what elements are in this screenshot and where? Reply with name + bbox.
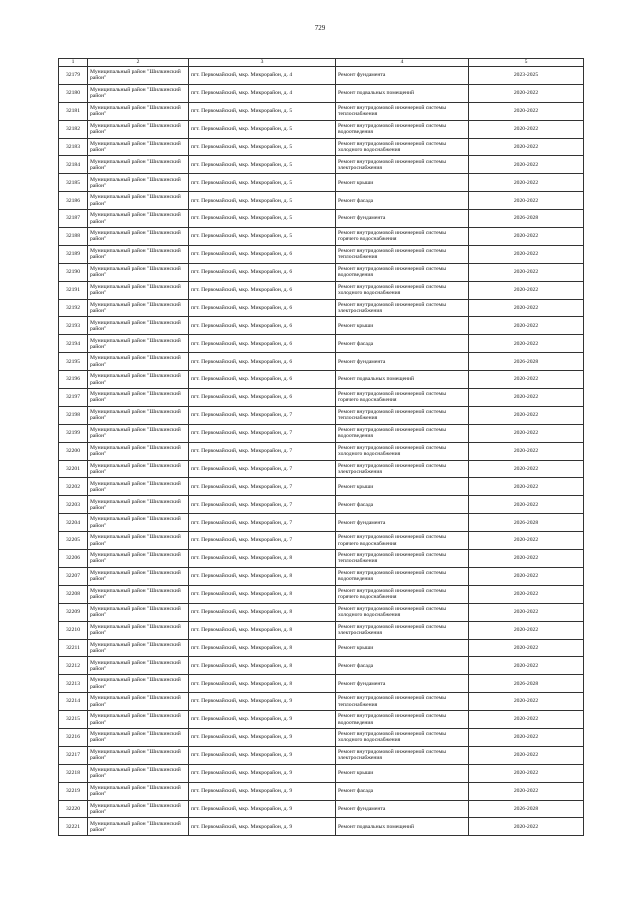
address-cell: пгт. Первомайский, мкр. Микрорайон, д. 7 — [189, 460, 336, 478]
municipality-cell: Муниципальный район "Шилкинский район" — [88, 84, 189, 102]
table-row — [59, 603, 584, 621]
period-cell: 2020-2022 — [469, 156, 584, 174]
work-type-cell: Ремонт внутридомовой инженерной системы электроснабжения — [336, 299, 469, 317]
address-cell: пгт. Первомайский, мкр. Микрорайон, д. 4 — [189, 84, 336, 102]
period-cell: 2020-2022 — [469, 818, 584, 836]
period-cell: 2020-2022 — [469, 263, 584, 281]
address-cell: пгт. Первомайский, мкр. Микрорайон, д. 9 — [189, 800, 336, 818]
address-cell: пгт. Первомайский, мкр. Микрорайон, д. 9 — [189, 711, 336, 729]
work-type-cell: Ремонт внутридомовой инженерной системы холодного водоснабжения — [336, 138, 469, 156]
work-type-cell: Ремонт крыши — [336, 478, 469, 496]
table-row — [59, 263, 584, 281]
table-row — [59, 496, 584, 514]
address-cell: пгт. Первомайский, мкр. Микрорайон, д. 6 — [189, 335, 336, 353]
address-cell: пгт. Первомайский, мкр. Микрорайон, д. 7 — [189, 406, 336, 424]
table-row — [59, 84, 584, 102]
municipality-cell: Муниципальный район "Шилкинский район" — [88, 621, 189, 639]
work-type-cell: Ремонт внутридомовой инженерной системы водоотведения — [336, 567, 469, 585]
column-header-5: 5 — [469, 59, 584, 67]
municipality-cell: Муниципальный район "Шилкинский район" — [88, 711, 189, 729]
column-header-2: 2 — [88, 59, 189, 67]
address-cell: пгт. Первомайский, мкр. Микрорайон, д. 6 — [189, 263, 336, 281]
table-header-row — [59, 59, 584, 67]
municipality-cell: Муниципальный район "Шилкинский район" — [88, 67, 189, 85]
work-type-cell: Ремонт фундамента — [336, 353, 469, 371]
row-number-cell: 32192 — [59, 299, 88, 317]
work-type-cell: Ремонт крыши — [336, 639, 469, 657]
municipality-cell: Муниципальный район "Шилкинский район" — [88, 603, 189, 621]
address-cell: пгт. Первомайский, мкр. Микрорайон, д. 9 — [189, 693, 336, 711]
municipality-cell: Муниципальный район "Шилкинский район" — [88, 657, 189, 675]
row-number-cell: 32214 — [59, 693, 88, 711]
period-cell: 2020-2022 — [469, 192, 584, 210]
municipality-cell: Муниципальный район "Шилкинский район" — [88, 478, 189, 496]
municipality-cell: Муниципальный район "Шилкинский район" — [88, 281, 189, 299]
municipality-cell: Муниципальный район "Шилкинский район" — [88, 818, 189, 836]
address-cell: пгт. Первомайский, мкр. Микрорайон, д. 6 — [189, 371, 336, 389]
address-cell: пгт. Первомайский, мкр. Микрорайон, д. 4 — [189, 67, 336, 85]
work-type-cell: Ремонт внутридомовой инженерной системы электроснабжения — [336, 156, 469, 174]
municipality-cell: Муниципальный район "Шилкинский район" — [88, 782, 189, 800]
row-number-cell: 32207 — [59, 567, 88, 585]
period-cell: 2020-2022 — [469, 102, 584, 120]
address-cell: пгт. Первомайский, мкр. Микрорайон, д. 6 — [189, 317, 336, 335]
row-number-cell: 32198 — [59, 406, 88, 424]
work-type-cell: Ремонт фундамента — [336, 67, 469, 85]
work-type-cell: Ремонт внутридомовой инженерной системы холодного водоснабжения — [336, 442, 469, 460]
municipality-cell: Муниципальный район "Шилкинский район" — [88, 746, 189, 764]
table-row — [59, 532, 584, 550]
work-type-cell: Ремонт внутридомовой инженерной системы горячего водоснабжения — [336, 228, 469, 246]
municipality-cell: Муниципальный район "Шилкинский район" — [88, 263, 189, 281]
row-number-cell: 32213 — [59, 675, 88, 693]
municipality-cell: Муниципальный район "Шилкинский район" — [88, 693, 189, 711]
address-cell: пгт. Первомайский, мкр. Микрорайон, д. 7 — [189, 532, 336, 550]
row-number-cell: 32179 — [59, 67, 88, 85]
row-number-cell: 32219 — [59, 782, 88, 800]
column-header-1: 1 — [59, 59, 88, 67]
row-number-cell: 32212 — [59, 657, 88, 675]
table-row — [59, 317, 584, 335]
municipality-cell: Муниципальный район "Шилкинский район" — [88, 138, 189, 156]
municipality-cell: Муниципальный район "Шилкинский район" — [88, 245, 189, 263]
municipality-cell: Муниципальный район "Шилкинский район" — [88, 550, 189, 568]
period-cell: 2020-2022 — [469, 603, 584, 621]
work-type-cell: Ремонт внутридомовой инженерной системы теплоснабжения — [336, 693, 469, 711]
row-number-cell: 32195 — [59, 353, 88, 371]
address-cell: пгт. Первомайский, мкр. Микрорайон, д. 6 — [189, 353, 336, 371]
row-number-cell: 32200 — [59, 442, 88, 460]
period-cell: 2020-2022 — [469, 228, 584, 246]
table-row — [59, 514, 584, 532]
work-type-cell: Ремонт подвальных помещений — [336, 84, 469, 102]
row-number-cell: 32191 — [59, 281, 88, 299]
period-cell: 2020-2022 — [469, 585, 584, 603]
work-type-cell: Ремонт фундамента — [336, 800, 469, 818]
municipality-cell: Муниципальный район "Шилкинский район" — [88, 335, 189, 353]
period-cell: 2020-2022 — [469, 174, 584, 192]
period-cell: 2020-2022 — [469, 639, 584, 657]
table-row — [59, 120, 584, 138]
column-header-3: 3 — [189, 59, 336, 67]
period-cell: 2020-2022 — [469, 711, 584, 729]
period-cell: 2020-2022 — [469, 567, 584, 585]
row-number-cell: 32188 — [59, 228, 88, 246]
work-type-cell: Ремонт внутридомовой инженерной системы горячего водоснабжения — [336, 532, 469, 550]
period-cell: 2020-2022 — [469, 478, 584, 496]
row-number-cell: 32206 — [59, 550, 88, 568]
row-number-cell: 32215 — [59, 711, 88, 729]
table-row — [59, 210, 584, 228]
period-cell: 2020-2022 — [469, 245, 584, 263]
table-row — [59, 818, 584, 836]
table-row — [59, 156, 584, 174]
address-cell: пгт. Первомайский, мкр. Микрорайон, д. 8 — [189, 550, 336, 568]
work-type-cell: Ремонт внутридомовой инженерной системы холодного водоснабжения — [336, 281, 469, 299]
municipality-cell: Муниципальный район "Шилкинский район" — [88, 120, 189, 138]
address-cell: пгт. Первомайский, мкр. Микрорайон, д. 9 — [189, 728, 336, 746]
work-type-cell: Ремонт внутридомовой инженерной системы теплоснабжения — [336, 102, 469, 120]
column-header-4: 4 — [336, 59, 469, 67]
address-cell: пгт. Первомайский, мкр. Микрорайон, д. 7 — [189, 424, 336, 442]
municipality-cell: Муниципальный район "Шилкинский район" — [88, 210, 189, 228]
row-number-cell: 32190 — [59, 263, 88, 281]
row-number-cell: 32180 — [59, 84, 88, 102]
period-cell: 2026-2028 — [469, 353, 584, 371]
period-cell: 2026-2028 — [469, 675, 584, 693]
table-row — [59, 67, 584, 85]
row-number-cell: 32196 — [59, 371, 88, 389]
period-cell: 2020-2022 — [469, 460, 584, 478]
work-type-cell: Ремонт внутридомовой инженерной системы электроснабжения — [336, 621, 469, 639]
municipality-cell: Муниципальный район "Шилкинский район" — [88, 514, 189, 532]
work-type-cell: Ремонт внутридомовой инженерной системы горячего водоснабжения — [336, 585, 469, 603]
table-row — [59, 245, 584, 263]
table-body — [59, 67, 584, 836]
period-cell: 2020-2022 — [469, 281, 584, 299]
work-type-cell: Ремонт фасада — [336, 782, 469, 800]
period-cell: 2026-2028 — [469, 800, 584, 818]
work-type-cell: Ремонт фундамента — [336, 514, 469, 532]
work-type-cell: Ремонт подвальных помещений — [336, 371, 469, 389]
table-row — [59, 192, 584, 210]
row-number-cell: 32187 — [59, 210, 88, 228]
row-number-cell: 32209 — [59, 603, 88, 621]
address-cell: пгт. Первомайский, мкр. Микрорайон, д. 8 — [189, 603, 336, 621]
address-cell: пгт. Первомайский, мкр. Микрорайон, д. 7 — [189, 442, 336, 460]
address-cell: пгт. Первомайский, мкр. Микрорайон, д. 8 — [189, 567, 336, 585]
work-type-cell: Ремонт фасада — [336, 496, 469, 514]
capital-repair-table — [58, 58, 584, 836]
row-number-cell: 32217 — [59, 746, 88, 764]
row-number-cell: 32199 — [59, 424, 88, 442]
row-number-cell: 32193 — [59, 317, 88, 335]
address-cell: пгт. Первомайский, мкр. Микрорайон, д. 9 — [189, 764, 336, 782]
row-number-cell: 32218 — [59, 764, 88, 782]
page-number: 729 — [314, 24, 326, 32]
period-cell: 2020-2022 — [469, 371, 584, 389]
row-number-cell: 32203 — [59, 496, 88, 514]
address-cell: пгт. Первомайский, мкр. Микрорайон, д. 5 — [189, 138, 336, 156]
address-cell: пгт. Первомайский, мкр. Микрорайон, д. 7 — [189, 478, 336, 496]
row-number-cell: 32220 — [59, 800, 88, 818]
work-type-cell: Ремонт фасада — [336, 335, 469, 353]
address-cell: пгт. Первомайский, мкр. Микрорайон, д. 5 — [189, 102, 336, 120]
work-type-cell: Ремонт внутридомовой инженерной системы холодного водоснабжения — [336, 728, 469, 746]
period-cell: 2020-2022 — [469, 424, 584, 442]
address-cell: пгт. Первомайский, мкр. Микрорайон, д. 8 — [189, 657, 336, 675]
period-cell: 2020-2022 — [469, 728, 584, 746]
address-cell: пгт. Первомайский, мкр. Микрорайон, д. 7 — [189, 496, 336, 514]
table-row — [59, 585, 584, 603]
table-row — [59, 460, 584, 478]
row-number-cell: 32208 — [59, 585, 88, 603]
period-cell: 2026-2028 — [469, 514, 584, 532]
municipality-cell: Муниципальный район "Шилкинский район" — [88, 639, 189, 657]
row-number-cell: 32210 — [59, 621, 88, 639]
table-row — [59, 478, 584, 496]
row-number-cell: 32205 — [59, 532, 88, 550]
table-row — [59, 639, 584, 657]
address-cell: пгт. Первомайский, мкр. Микрорайон, д. 6 — [189, 245, 336, 263]
period-cell: 2020-2022 — [469, 299, 584, 317]
period-cell: 2020-2022 — [469, 550, 584, 568]
table-row — [59, 550, 584, 568]
municipality-cell: Муниципальный район "Шилкинский район" — [88, 174, 189, 192]
table-row — [59, 800, 584, 818]
table-row — [59, 406, 584, 424]
period-cell: 2020-2022 — [469, 782, 584, 800]
municipality-cell: Муниципальный район "Шилкинский район" — [88, 353, 189, 371]
row-number-cell: 32185 — [59, 174, 88, 192]
period-cell: 2020-2022 — [469, 621, 584, 639]
row-number-cell: 32183 — [59, 138, 88, 156]
municipality-cell: Муниципальный район "Шилкинский район" — [88, 192, 189, 210]
municipality-cell: Муниципальный район "Шилкинский район" — [88, 371, 189, 389]
work-type-cell: Ремонт крыши — [336, 764, 469, 782]
work-type-cell: Ремонт фундамента — [336, 210, 469, 228]
table-row — [59, 746, 584, 764]
period-cell: 2023-2025 — [469, 67, 584, 85]
row-number-cell: 32201 — [59, 460, 88, 478]
municipality-cell: Муниципальный район "Шилкинский район" — [88, 585, 189, 603]
address-cell: пгт. Первомайский, мкр. Микрорайон, д. 6 — [189, 299, 336, 317]
table-row — [59, 711, 584, 729]
period-cell: 2020-2022 — [469, 138, 584, 156]
work-type-cell: Ремонт фундамента — [336, 675, 469, 693]
period-cell: 2020-2022 — [469, 406, 584, 424]
address-cell: пгт. Первомайский, мкр. Микрорайон, д. 5 — [189, 228, 336, 246]
row-number-cell: 32221 — [59, 818, 88, 836]
period-cell: 2020-2022 — [469, 317, 584, 335]
address-cell: пгт. Первомайский, мкр. Микрорайон, д. 8 — [189, 621, 336, 639]
table-row — [59, 621, 584, 639]
table-row — [59, 442, 584, 460]
table-row — [59, 371, 584, 389]
municipality-cell: Муниципальный район "Шилкинский район" — [88, 675, 189, 693]
address-cell: пгт. Первомайский, мкр. Микрорайон, д. 8 — [189, 675, 336, 693]
work-type-cell: Ремонт внутридомовой инженерной системы электроснабжения — [336, 460, 469, 478]
row-number-cell: 32186 — [59, 192, 88, 210]
table-row — [59, 353, 584, 371]
table-row — [59, 782, 584, 800]
work-type-cell: Ремонт фасада — [336, 657, 469, 675]
municipality-cell: Муниципальный район "Шилкинский район" — [88, 496, 189, 514]
municipality-cell: Муниципальный район "Шилкинский район" — [88, 317, 189, 335]
work-type-cell: Ремонт внутридомовой инженерной системы теплоснабжения — [336, 245, 469, 263]
period-cell: 2020-2022 — [469, 389, 584, 407]
address-cell: пгт. Первомайский, мкр. Микрорайон, д. 5 — [189, 156, 336, 174]
table-row — [59, 675, 584, 693]
municipality-cell: Муниципальный район "Шилкинский район" — [88, 424, 189, 442]
municipality-cell: Муниципальный район "Шилкинский район" — [88, 299, 189, 317]
row-number-cell: 32189 — [59, 245, 88, 263]
work-type-cell: Ремонт крыши — [336, 174, 469, 192]
table-row — [59, 567, 584, 585]
table-row — [59, 657, 584, 675]
work-type-cell: Ремонт внутридомовой инженерной системы холодного водоснабжения — [336, 603, 469, 621]
work-type-cell: Ремонт внутридомовой инженерной системы водоотведения — [336, 711, 469, 729]
table-row — [59, 138, 584, 156]
work-type-cell: Ремонт крыши — [336, 317, 469, 335]
table-row — [59, 228, 584, 246]
address-cell: пгт. Первомайский, мкр. Микрорайон, д. 5 — [189, 120, 336, 138]
municipality-cell: Муниципальный район "Шилкинский район" — [88, 389, 189, 407]
address-cell: пгт. Первомайский, мкр. Микрорайон, д. 6 — [189, 389, 336, 407]
period-cell: 2020-2022 — [469, 764, 584, 782]
row-number-cell: 32181 — [59, 102, 88, 120]
municipality-cell: Муниципальный район "Шилкинский район" — [88, 764, 189, 782]
row-number-cell: 32197 — [59, 389, 88, 407]
address-cell: пгт. Первомайский, мкр. Микрорайон, д. 5 — [189, 192, 336, 210]
address-cell: пгт. Первомайский, мкр. Микрорайон, д. 7 — [189, 514, 336, 532]
table-row — [59, 299, 584, 317]
address-cell: пгт. Первомайский, мкр. Микрорайон, д. 9 — [189, 782, 336, 800]
period-cell: 2020-2022 — [469, 120, 584, 138]
row-number-cell: 32194 — [59, 335, 88, 353]
table-row — [59, 693, 584, 711]
period-cell: 2020-2022 — [469, 693, 584, 711]
address-cell: пгт. Первомайский, мкр. Микрорайон, д. 9 — [189, 746, 336, 764]
table-row — [59, 424, 584, 442]
row-number-cell: 32184 — [59, 156, 88, 174]
address-cell: пгт. Первомайский, мкр. Микрорайон, д. 8 — [189, 585, 336, 603]
municipality-cell: Муниципальный район "Шилкинский район" — [88, 102, 189, 120]
table-row — [59, 389, 584, 407]
municipality-cell: Муниципальный район "Шилкинский район" — [88, 442, 189, 460]
address-cell: пгт. Первомайский, мкр. Микрорайон, д. 8 — [189, 639, 336, 657]
table-row — [59, 335, 584, 353]
municipality-cell: Муниципальный район "Шилкинский район" — [88, 532, 189, 550]
work-type-cell: Ремонт фасада — [336, 192, 469, 210]
table-row — [59, 764, 584, 782]
period-cell: 2020-2022 — [469, 84, 584, 102]
work-type-cell: Ремонт внутридомовой инженерной системы электроснабжения — [336, 746, 469, 764]
table-row — [59, 281, 584, 299]
table-row — [59, 174, 584, 192]
municipality-cell: Муниципальный район "Шилкинский район" — [88, 228, 189, 246]
period-cell: 2020-2022 — [469, 442, 584, 460]
period-cell: 2026-2028 — [469, 210, 584, 228]
work-type-cell: Ремонт подвальных помещений — [336, 818, 469, 836]
table-row — [59, 728, 584, 746]
municipality-cell: Муниципальный район "Шилкинский район" — [88, 728, 189, 746]
municipality-cell: Муниципальный район "Шилкинский район" — [88, 406, 189, 424]
period-cell: 2020-2022 — [469, 746, 584, 764]
address-cell: пгт. Первомайский, мкр. Микрорайон, д. 9 — [189, 818, 336, 836]
row-number-cell: 32211 — [59, 639, 88, 657]
municipality-cell: Муниципальный район "Шилкинский район" — [88, 800, 189, 818]
row-number-cell: 32182 — [59, 120, 88, 138]
row-number-cell: 32202 — [59, 478, 88, 496]
address-cell: пгт. Первомайский, мкр. Микрорайон, д. 5 — [189, 174, 336, 192]
period-cell: 2020-2022 — [469, 532, 584, 550]
row-number-cell: 32204 — [59, 514, 88, 532]
work-type-cell: Ремонт внутридомовой инженерной системы теплоснабжения — [336, 550, 469, 568]
row-number-cell: 32216 — [59, 728, 88, 746]
period-cell: 2020-2022 — [469, 496, 584, 514]
work-type-cell: Ремонт внутридомовой инженерной системы водоотведения — [336, 263, 469, 281]
municipality-cell: Муниципальный район "Шилкинский район" — [88, 460, 189, 478]
work-type-cell: Ремонт внутридомовой инженерной системы водоотведения — [336, 120, 469, 138]
work-type-cell: Ремонт внутридомовой инженерной системы водоотведения — [336, 424, 469, 442]
work-type-cell: Ремонт внутридомовой инженерной системы теплоснабжения — [336, 406, 469, 424]
table-row — [59, 102, 584, 120]
work-type-cell: Ремонт внутридомовой инженерной системы горячего водоснабжения — [336, 389, 469, 407]
period-cell: 2020-2022 — [469, 657, 584, 675]
municipality-cell: Муниципальный район "Шилкинский район" — [88, 567, 189, 585]
address-cell: пгт. Первомайский, мкр. Микрорайон, д. 5 — [189, 210, 336, 228]
period-cell: 2020-2022 — [469, 335, 584, 353]
address-cell: пгт. Первомайский, мкр. Микрорайон, д. 6 — [189, 281, 336, 299]
municipality-cell: Муниципальный район "Шилкинский район" — [88, 156, 189, 174]
